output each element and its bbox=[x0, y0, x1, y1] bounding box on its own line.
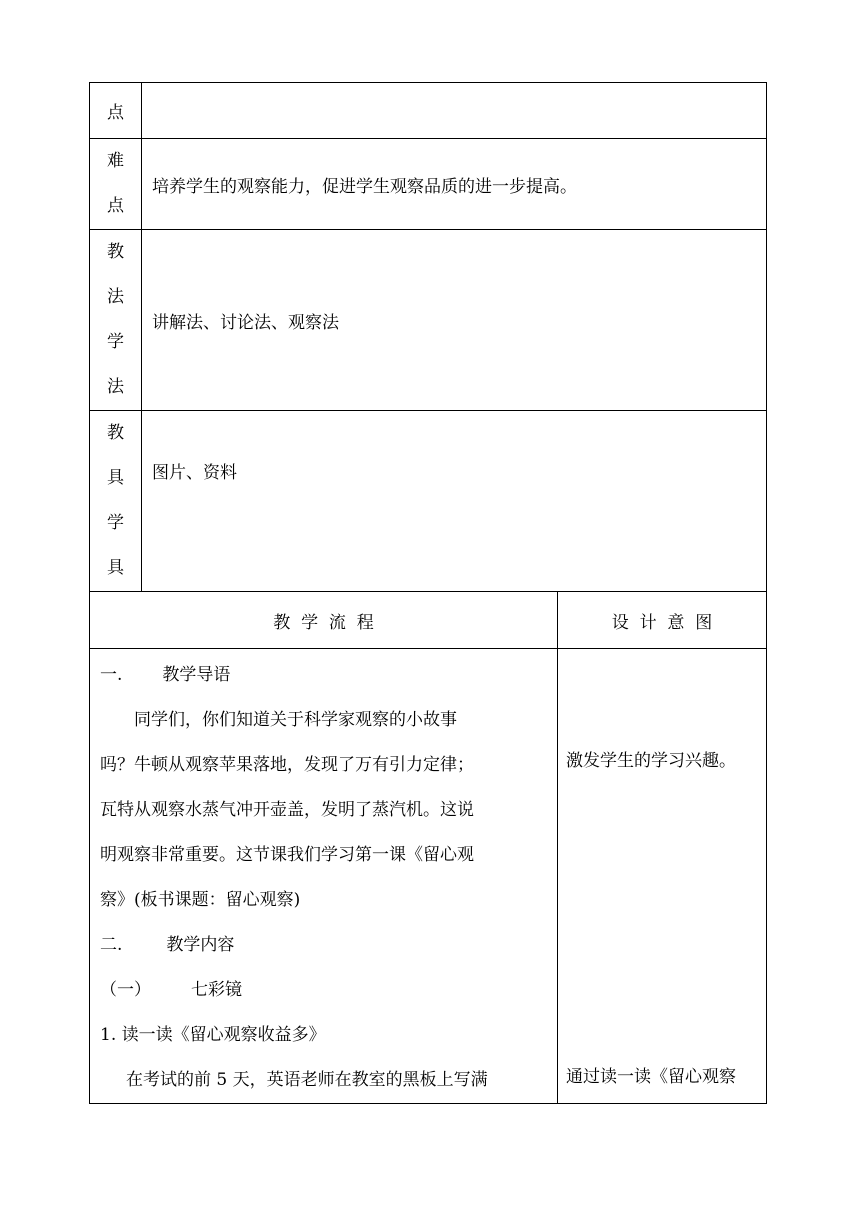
section-2-heading: 二. 教学内容 bbox=[100, 935, 235, 955]
difficulty-row bbox=[90, 139, 767, 230]
intent-content bbox=[558, 649, 767, 1104]
lesson-plan-table bbox=[89, 82, 767, 1104]
paragraph-line: 吗？牛顿从观察苹果落地，发现了万有引力定律； bbox=[100, 755, 474, 775]
paragraph-line: 明观察非常重要。这节课我们学习第一课《留心观 bbox=[100, 845, 474, 865]
flow-content bbox=[90, 649, 558, 1104]
intent-text: 通过读一读《留心观察 bbox=[566, 1067, 736, 1087]
key-point-row bbox=[90, 83, 767, 139]
difficulty-label: 难 点 bbox=[90, 139, 142, 230]
flow-body-row bbox=[90, 649, 767, 1104]
paragraph-line: 瓦特从观察水蒸气冲开壶盖，发明了蒸汽机。这说 bbox=[100, 800, 474, 820]
tools-label: 教 具 学 具 bbox=[90, 411, 142, 592]
flow-header: 教 学 流 程 bbox=[90, 592, 558, 649]
methods-content: 讲解法、讨论法、观察法 bbox=[142, 230, 767, 411]
list-item: 1. 读一读《留心观察收益多》 bbox=[100, 1025, 326, 1045]
methods-label: 教 法 学 法 bbox=[90, 230, 142, 411]
paragraph-line: 在考试的前 5 天，英语老师在教室的黑板上写满 bbox=[126, 1070, 488, 1090]
lesson-plan-page bbox=[89, 82, 766, 1104]
intent-text: 激发学生的学习兴趣。 bbox=[566, 751, 736, 771]
paragraph-line: 同学们，你们知道关于科学家观察的小故事 bbox=[134, 710, 457, 730]
difficulty-content: 培养学生的观察能力，促进学生观察品质的进一步提高。 bbox=[142, 139, 767, 230]
tools-content: 图片、资料 bbox=[142, 411, 767, 592]
paragraph-line: 察》(板书课题：留心观察) bbox=[100, 890, 301, 910]
flow-header-row bbox=[90, 592, 767, 649]
key-point-label: 点 bbox=[90, 83, 142, 139]
tools-row bbox=[90, 411, 767, 592]
intent-header: 设 计 意 图 bbox=[558, 592, 767, 649]
section-1-heading: 一. 教学导语 bbox=[100, 665, 231, 685]
subsection-heading: （一） 七彩镜 bbox=[100, 980, 242, 1000]
key-point-content bbox=[142, 83, 767, 139]
methods-row bbox=[90, 230, 767, 411]
